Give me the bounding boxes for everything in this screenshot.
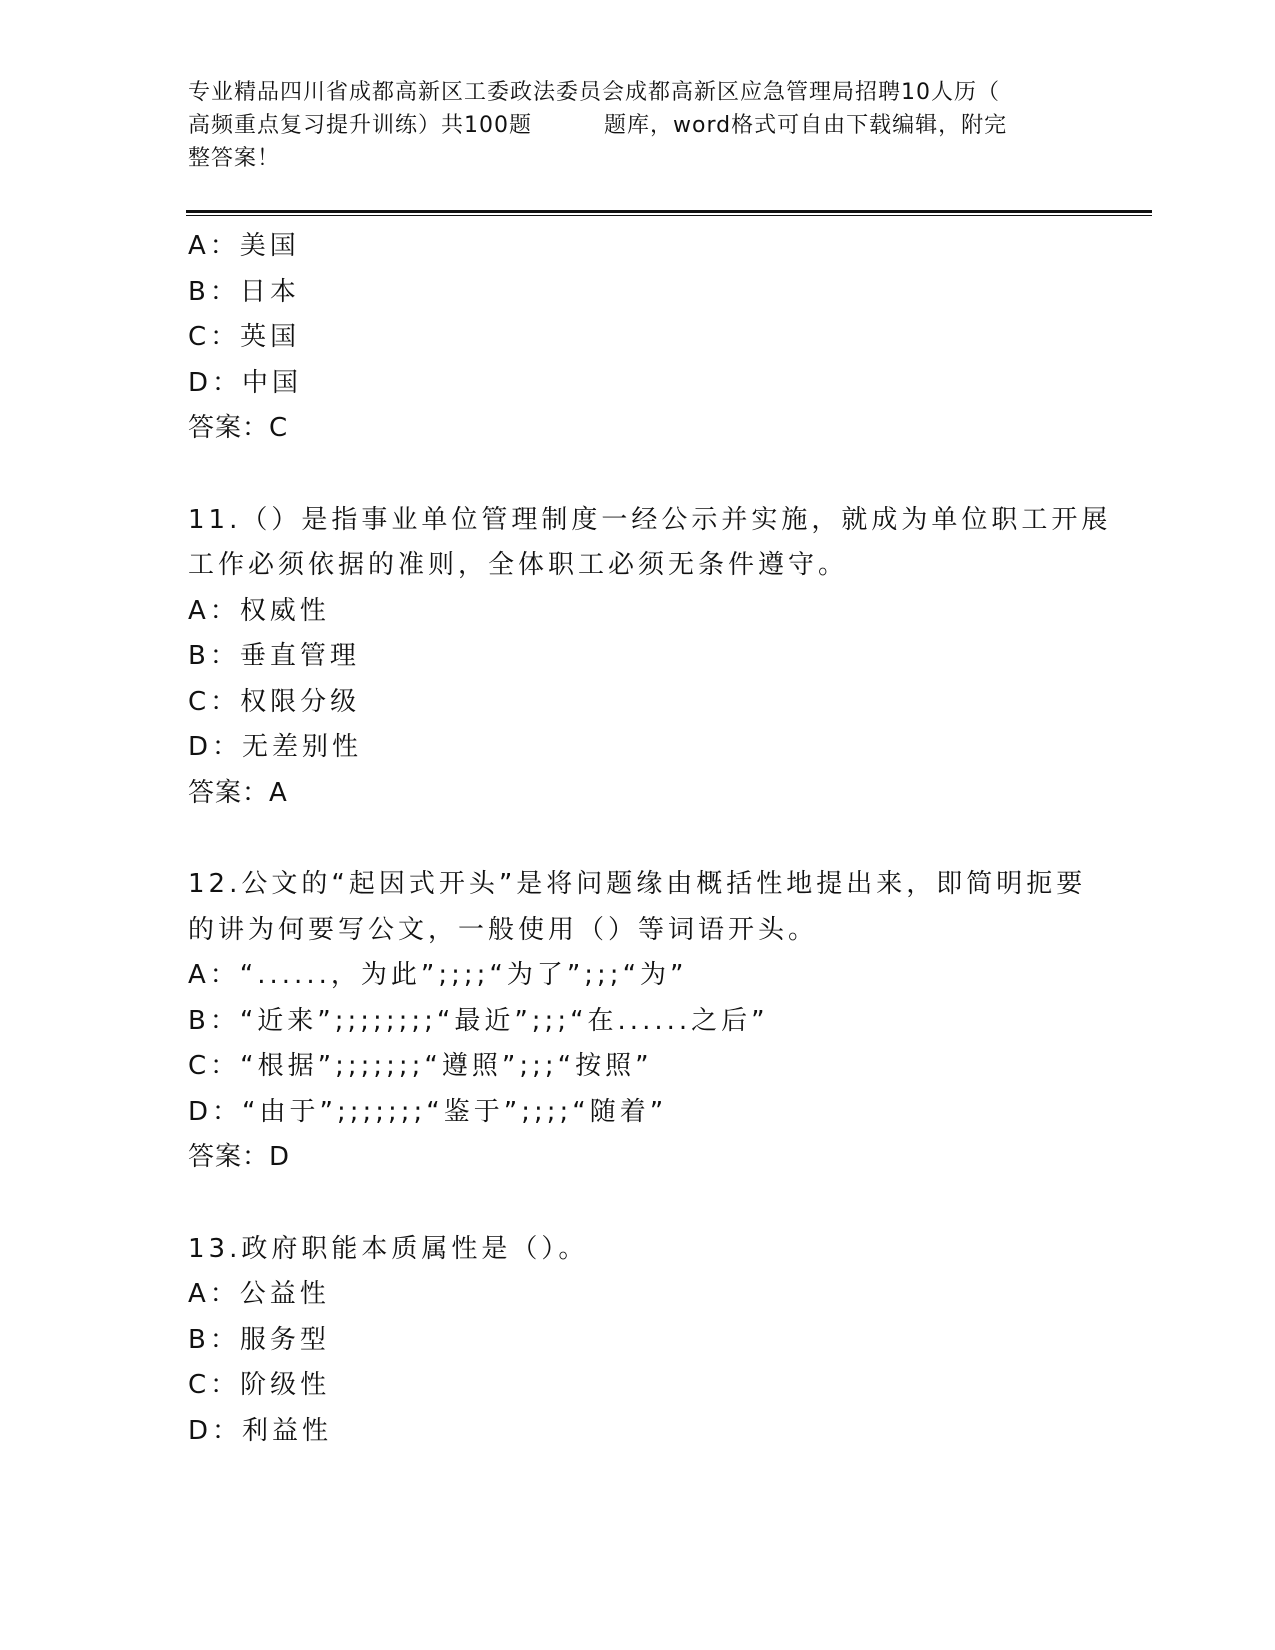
header-title-line-1: 专业精品四川省成都高新区工委政法委员会成都高新区应急管理局招聘10人历（	[188, 80, 1000, 105]
question-list	[188, 224, 1112, 1454]
option-b: B：日本	[188, 276, 300, 307]
option-a: A：美国	[188, 231, 300, 261]
question-12	[188, 862, 1088, 1181]
question-stem-line-2: 的讲为何要写公文，一般使用（）等词语开头。	[188, 914, 819, 945]
option-c: C：权限分级	[188, 686, 361, 717]
question-stem-line-1: 13.政府职能本质属性是（）。	[188, 1233, 589, 1264]
document-header	[188, 76, 1068, 175]
option-b: B：“近来”;;;;;;;;“最近”;;;“在......之后”	[188, 1005, 769, 1036]
question-10-partial	[188, 224, 1088, 452]
answer: 答案：C	[188, 413, 289, 443]
option-d: D：无差别性	[188, 732, 363, 762]
option-d: D：“由于”;;;;;;;“鉴于”;;;;“随着”	[188, 1096, 668, 1127]
question-stem-line-1: 11.（）是指事业单位管理制度一经公示并实施，就成为单位职工开展	[188, 504, 1112, 535]
header-title-line-2a: 高频重点复习提升训练）共100题	[188, 113, 532, 138]
question-stem-line-2: 工作必须依据的准则，全体职工必须无条件遵守。	[188, 550, 849, 580]
option-a: A：权威性	[188, 595, 330, 626]
question-13	[188, 1227, 1088, 1455]
question-11	[188, 498, 1112, 817]
header-title-line-3: 整答案！	[188, 146, 281, 171]
header-divider-thin	[186, 215, 1152, 216]
answer: 答案：D	[188, 1142, 291, 1172]
header-title-line-2b: 题库，word格式可自由下载编辑，附完	[604, 113, 1008, 138]
option-d: D：利益性	[188, 1415, 333, 1446]
answer: 答案：A	[188, 777, 288, 808]
option-a: A：“......，为此”;;;;“为了”;;;“为”	[188, 960, 688, 990]
question-stem-line-1: 12.公文的“起因式开头”是将问题缘由概括性地提出来，即简明扼要	[188, 869, 1087, 899]
option-d: D：中国	[188, 367, 303, 398]
option-c: C：“根据”;;;;;;;“遵照”;;;“按照”	[188, 1051, 653, 1081]
option-c: C：英国	[188, 322, 301, 352]
option-b: B：服务型	[188, 1324, 330, 1355]
option-c: C：阶级性	[188, 1370, 331, 1400]
header-divider-thick	[186, 210, 1152, 213]
header-title-line-2	[188, 109, 1068, 142]
option-a: A：公益性	[188, 1279, 330, 1309]
option-b: B：垂直管理	[188, 641, 360, 671]
